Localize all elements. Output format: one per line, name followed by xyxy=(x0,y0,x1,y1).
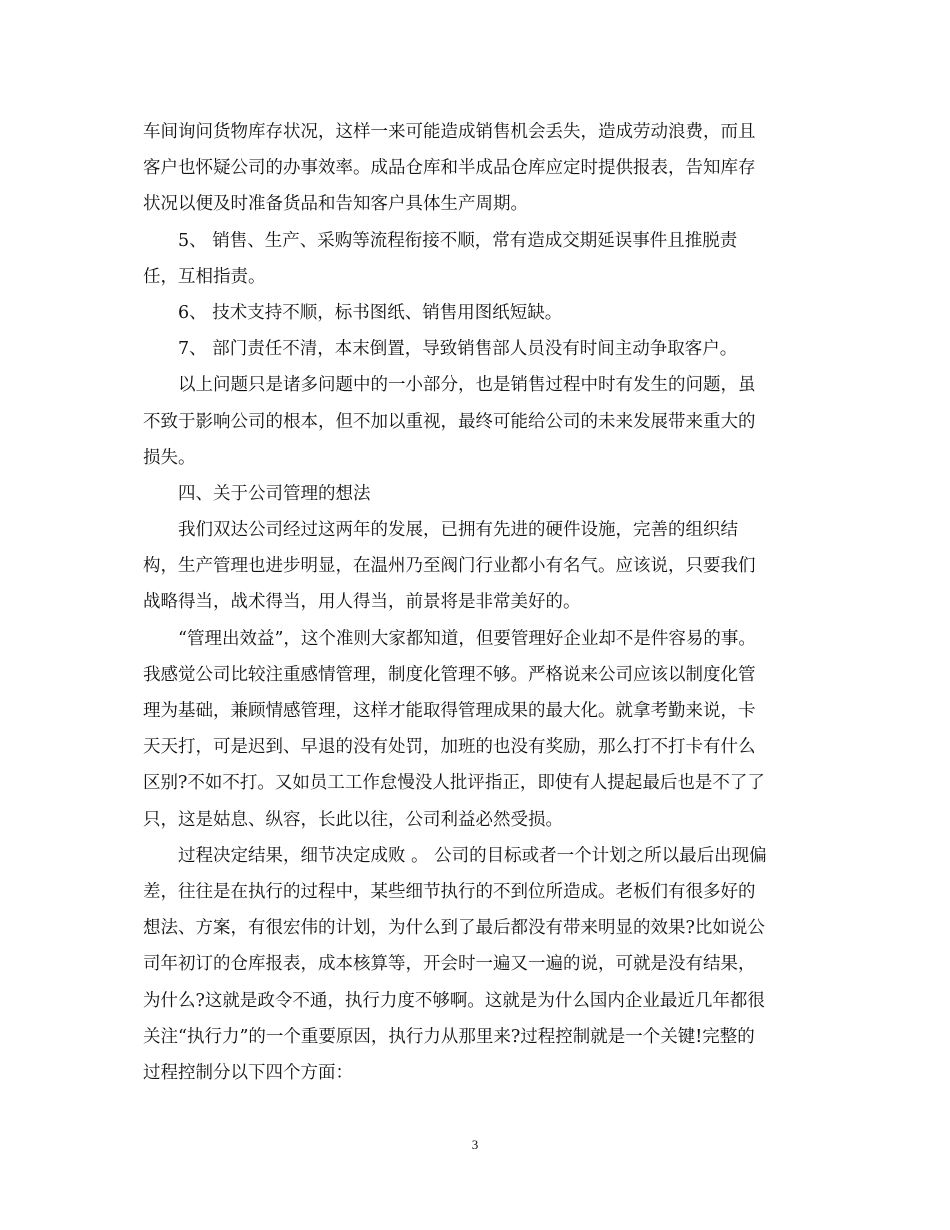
document-body xyxy=(143,114,823,1091)
list-item-7: 7、 部门责任不清，本末倒置，导致销售部人员没有时间主动争取客户。 xyxy=(178,339,738,360)
text-line: 损失。 xyxy=(143,447,196,468)
text-line: 关注“执行力”的一个重要原因，执行力从那里来?过程控制就是一个关键!完整的 xyxy=(143,1026,755,1047)
text-line: 战略得当，战术得当，用人得当，前景将是非常美好的。 xyxy=(143,592,581,613)
text-line: 差，往往是在执行的过程中，某些细节执行的不到位所造成。老板们有很多好的 xyxy=(143,881,756,902)
paragraph-start: 我们双达公司经过这两年的发展，已拥有先进的硬件设施，完善的组织结 xyxy=(178,520,738,541)
paragraph-start: 过程决定结果，细节决定成败 。 公司的目标或者一个计划之所以最后出现偏 xyxy=(178,845,767,866)
text-line: 天天打，可是迟到、早退的没有处罚，加班的也没有奖励，那么打不打卡有什么 xyxy=(143,737,756,758)
text-line: 客户也怀疑公司的办事效率。成品仓库和半成品仓库应定时提供报表，告知库存 xyxy=(143,158,756,179)
text-line: 不致于影响公司的根本，但不加以重视，最终可能给公司的未来发展带来重大的 xyxy=(143,411,756,432)
text-line: 构，生产管理也进步明显，在温州乃至阀门行业都小有名气。应该说，只要我们 xyxy=(143,556,756,577)
text-line: 区别?不如不打。又如员工工作怠慢没人批评指正，即使有人提起最后也是不了了 xyxy=(143,773,765,794)
section-heading: 四、关于公司管理的想法 xyxy=(178,483,371,504)
text-line: 过程控制分以下四个方面： xyxy=(143,1062,353,1083)
text-line: 司年初订的仓库报表，成本核算等，开会时一遍又一遍的说，可就是没有结果， xyxy=(143,954,756,975)
list-item-5: 5、 销售、生产、采购等流程衔接不顺，常有造成交期延误事件且推脱责 xyxy=(178,230,738,251)
text-line: 理为基础，兼顾情感管理，这样才能取得管理成果的最大化。就拿考勤来说，卡 xyxy=(143,701,756,721)
paragraph-start: 以上问题只是诸多问题中的一小部分，也是销售过程中时有发生的问题，虽 xyxy=(178,375,756,396)
text-line: 状况以便及时准备货品和告知客户具体生产周期。 xyxy=(143,194,528,215)
text-line: 想法、方案，有很宏伟的计划，为什么到了最后都没有带来明显的效果?比如说公 xyxy=(143,918,765,939)
text-line: 任，互相指责。 xyxy=(143,266,266,287)
text-line: 只，这是姑息、纵容，长此以往，公司利益必然受损。 xyxy=(143,809,563,830)
page-number: 3 xyxy=(471,1137,479,1152)
text-line: 我感觉公司比较注重感情管理，制度化管理不够。严格说来公司应该以制度化管 xyxy=(143,664,756,685)
text-line: 为什么?这就是政令不通，执行力度不够啊。这就是为什么国内企业最近几年都很 xyxy=(143,990,765,1011)
paragraph-start: “管理出效益”，这个准则大家都知道，但要管理好企业却不是件容易的事。 xyxy=(178,628,756,649)
list-item-6: 6、 技术支持不顺，标书图纸、销售用图纸短缺。 xyxy=(178,302,563,323)
text-line: 车间询问货物库存状况，这样一来可能造成销售机会丢失，造成劳动浪费，而且 xyxy=(143,122,756,142)
